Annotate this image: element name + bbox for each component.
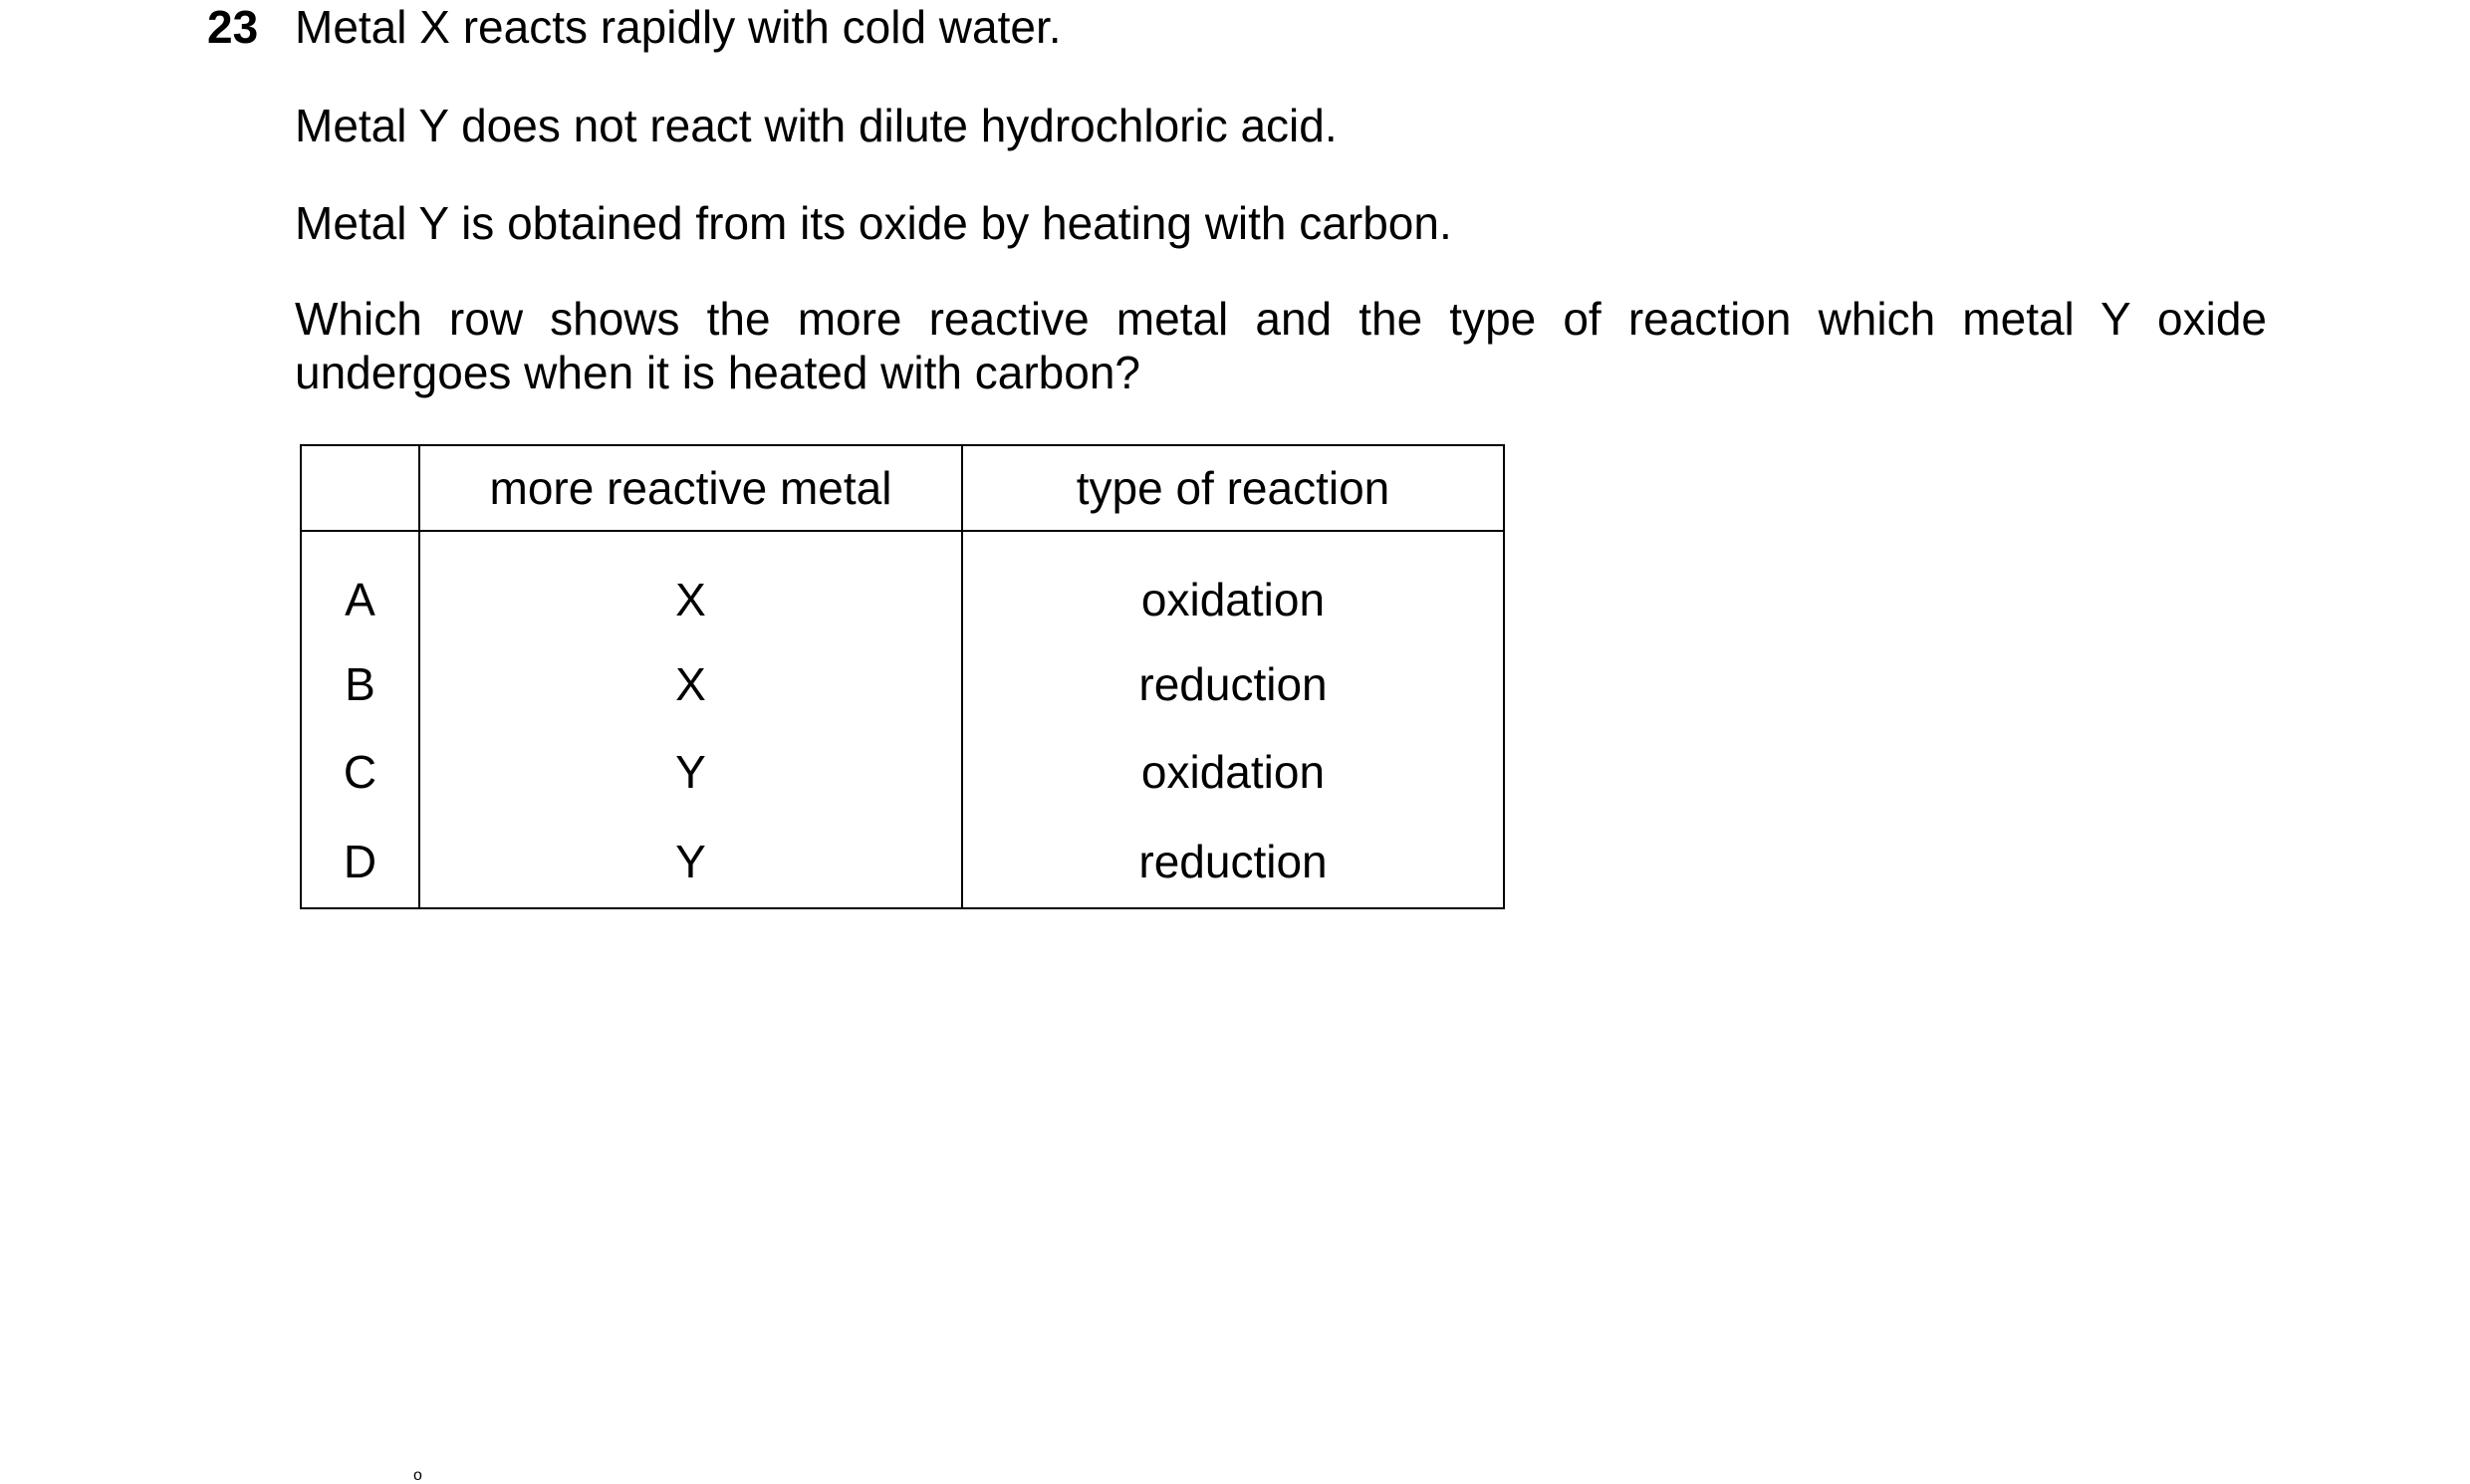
- option-letter: B: [301, 640, 419, 728]
- option-metal: X: [419, 640, 962, 728]
- option-metal: Y: [419, 816, 962, 908]
- table-header-row: [301, 445, 1504, 531]
- header-letter: [301, 445, 419, 531]
- header-more-reactive-metal: more reactive metal: [419, 445, 962, 531]
- table-row: [301, 728, 1504, 816]
- header-type-of-reaction: type of reaction: [962, 445, 1504, 531]
- option-reaction: oxidation: [1140, 746, 1326, 798]
- answer-options-table: [300, 444, 1505, 909]
- option-letter: C: [301, 728, 419, 816]
- option-letter: D: [301, 816, 419, 908]
- table-row: [301, 816, 1504, 908]
- option-reaction: reduction: [1138, 836, 1328, 887]
- question-number: 23: [207, 1, 259, 53]
- option-metal: Y: [419, 728, 962, 816]
- table-row: [301, 531, 1504, 640]
- footer-mark: o: [413, 1467, 422, 1484]
- option-reaction: reduction: [1138, 658, 1328, 710]
- statement-3: Metal Y is obtained from its oxide by heating with carbon.: [295, 197, 1452, 249]
- question-prompt: Which row shows the more reactive metal and the type of reaction which metal Y oxide undergoes when it is heated with carbon?: [295, 293, 2267, 398]
- statement-2: Metal Y does not react with dilute hydrochloric acid.: [295, 100, 1338, 151]
- option-reaction: oxidation: [1140, 574, 1326, 625]
- option-metal: X: [419, 531, 962, 640]
- statement-1: Metal X reacts rapidly with cold water.: [295, 1, 1062, 53]
- option-letter: A: [301, 531, 419, 640]
- table-row: [301, 640, 1504, 728]
